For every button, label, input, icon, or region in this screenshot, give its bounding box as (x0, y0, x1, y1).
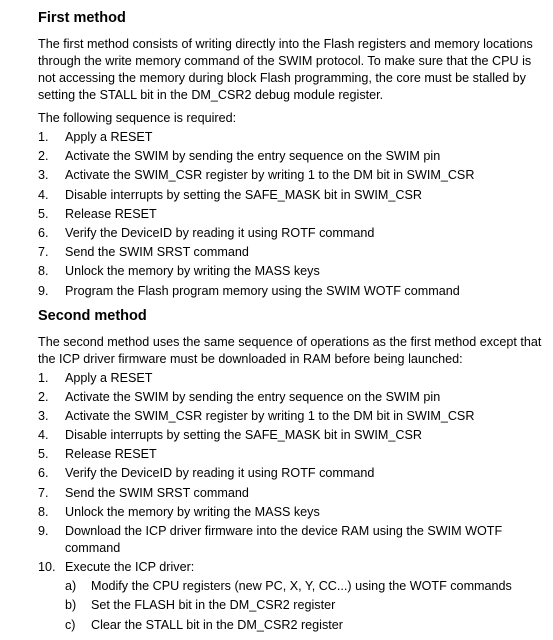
list-item (38, 523, 548, 557)
step-text: Download the ICP driver firmware into the device RAM using the SWIM WOTF command (65, 524, 503, 555)
step-number: 2. (38, 149, 49, 164)
list-item (38, 206, 548, 223)
step-number: 7. (38, 245, 49, 260)
step-number: 8. (38, 264, 49, 279)
step-text: Program the Flash program memory using the SWIM WOTF command (65, 283, 460, 298)
step-number: 7. (38, 485, 49, 500)
first-method-intro: The following sequence is required: (38, 111, 237, 125)
step-text: Activate the SWIM_CSR register by writing 1 to the DM bit in SWIM_CSR (65, 168, 475, 183)
list-item (38, 427, 548, 444)
list-item (65, 597, 548, 614)
list-item (38, 225, 548, 242)
step-text: Release RESET (65, 206, 157, 221)
substep-letter: c) (65, 617, 76, 632)
list-item (38, 408, 548, 425)
step-number: 10. (38, 560, 56, 575)
list-item (38, 187, 548, 204)
list-item (65, 617, 548, 634)
list-item (38, 485, 548, 502)
step-number: 6. (38, 225, 49, 240)
second-method-section (38, 306, 548, 634)
first-method-heading: First method (38, 10, 126, 26)
step-number: 3. (38, 408, 49, 423)
step-text: Send the SWIM SRST command (65, 485, 249, 500)
list-item (38, 244, 548, 261)
list-item (38, 465, 548, 482)
list-item (38, 504, 548, 521)
step-text: Verify the DeviceID by reading it using ROTF command (65, 466, 375, 481)
substep-letter: b) (65, 598, 77, 613)
step-text: Activate the SWIM by sending the entry sequence on the SWIM pin (65, 149, 441, 164)
step-text: Apply a RESET (65, 370, 153, 385)
second-method-heading: Second method (38, 307, 147, 324)
list-item (38, 370, 548, 387)
step-number: 5. (38, 206, 49, 221)
list-item (38, 283, 548, 300)
step-number: 9. (38, 283, 49, 298)
step-number: 6. (38, 466, 49, 481)
step-text: Disable interrupts by setting the SAFE_MASK bit in SWIM_CSR (65, 187, 422, 202)
step-text: Unlock the memory by writing the MASS keys (65, 264, 320, 279)
step-text: Disable interrupts by setting the SAFE_MASK bit in SWIM_CSR (65, 428, 422, 443)
step-number: 2. (38, 389, 49, 404)
first-method-paragraph: The first method consists of writing directly into the Flash registers and memory locations through the write memory command of the SWIM protocol. To make sure that the CPU is not accessing the memory during block Flash programming, the core must be stalled by setting the STALL bit in the DM_CSR2 debug module register. (38, 37, 533, 102)
step-number: 1. (38, 130, 49, 144)
step-text: Apply a RESET (65, 130, 153, 144)
step-number: 9. (38, 524, 49, 538)
substep-letter: a) (65, 579, 77, 594)
list-item (38, 167, 548, 184)
step-text: Execute the ICP driver: (65, 560, 195, 575)
step-number: 4. (38, 428, 49, 443)
step-text: Activate the SWIM_CSR register by writing 1 to the DM bit in SWIM_CSR (65, 408, 475, 423)
list-item (38, 446, 548, 463)
execute-substeps (65, 578, 548, 633)
substep-text: Set the FLASH bit in the DM_CSR2 register (91, 598, 336, 613)
step-text: Release RESET (65, 447, 157, 462)
step-number: 4. (38, 187, 49, 202)
first-method-steps (38, 129, 548, 300)
second-method-paragraph: The second method uses the same sequence of operations as the first method except that the ICP driver firmware must be downloaded in RAM before being launched: (38, 334, 542, 366)
step-text: Activate the SWIM by sending the entry sequence on the SWIM pin (65, 389, 441, 404)
list-item (38, 559, 548, 633)
step-number: 8. (38, 504, 49, 519)
step-number: 5. (38, 447, 49, 462)
substep-text: Clear the STALL bit in the DM_CSR2 register (91, 617, 343, 632)
first-method-section (38, 8, 548, 300)
second-method-steps (38, 370, 548, 634)
step-number: 1. (38, 370, 49, 385)
list-item (38, 129, 548, 146)
substep-text: Modify the CPU registers (new PC, X, Y, CC...) using the WOTF commands (91, 579, 512, 594)
document-page (38, 8, 548, 636)
list-item (38, 263, 548, 280)
step-text: Send the SWIM SRST command (65, 245, 249, 260)
list-item (38, 148, 548, 165)
step-text: Unlock the memory by writing the MASS keys (65, 504, 320, 519)
list-item (65, 578, 548, 595)
step-text: Verify the DeviceID by reading it using ROTF command (65, 225, 375, 240)
step-number: 3. (38, 168, 49, 183)
list-item (38, 389, 548, 406)
